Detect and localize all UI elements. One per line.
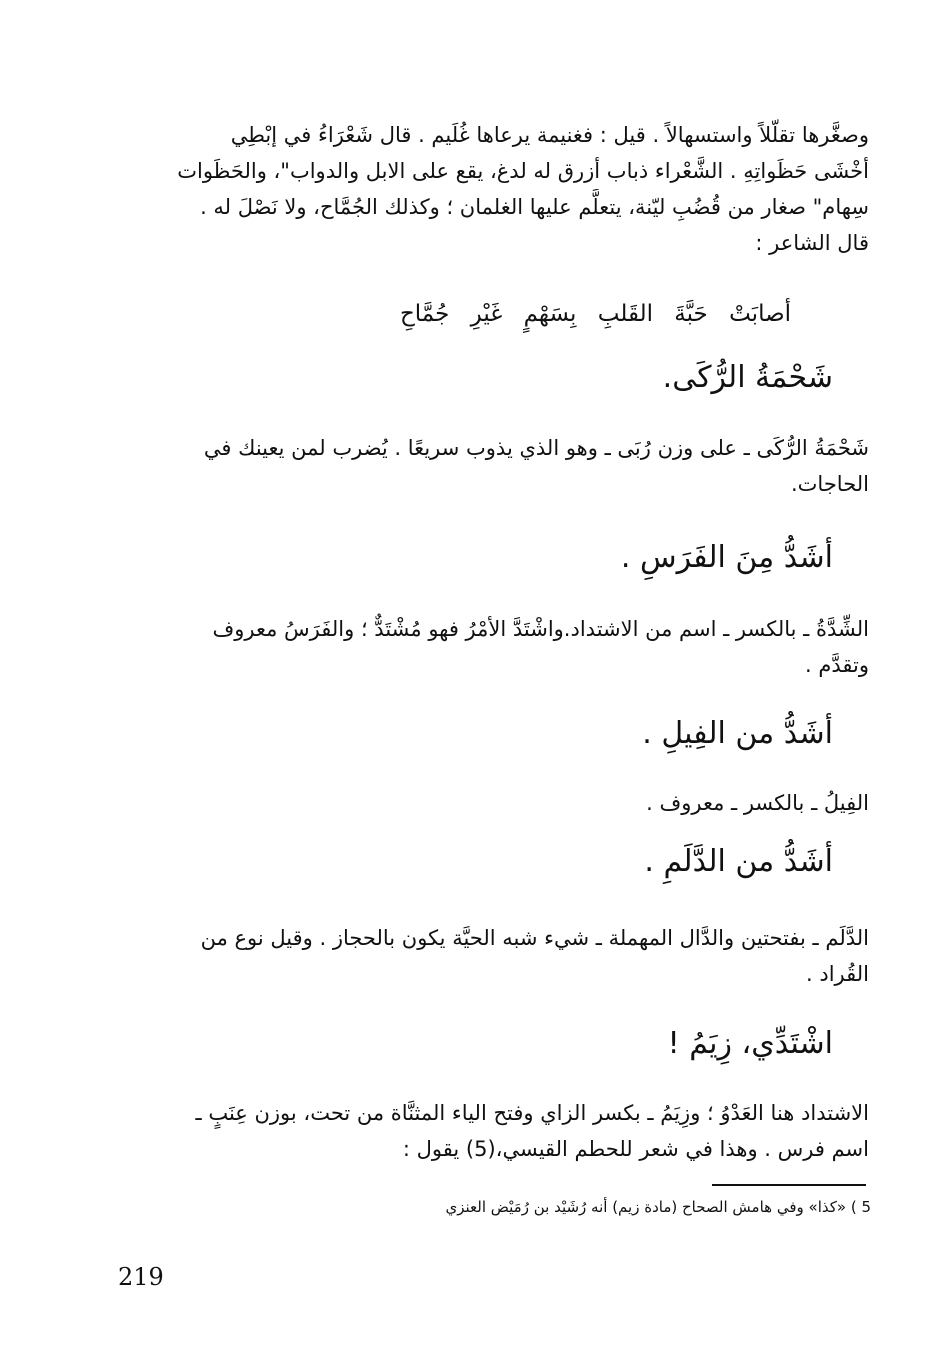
text-line: أخْشَى حَظَواتِهِ . الشَّعْراء ذباب أزرق له لدغ، يقع على الابل والدواب"، والحَظَوات	[177, 159, 869, 183]
proverb-heading: اشْتَدِّي، زِيَمُ !	[667, 1026, 833, 1061]
text-line: سِهام" صغار من قُضُبِ ليّنة، يتعلَّم عليها الغلمان ؛ وكذلك الجُمَّاح، ولا نَصْلَ له .	[200, 195, 869, 219]
footnote: 5 ) «كذا» وفي هامش الصحاح (مادة زيم) أنه رُشَيْد بن رُمَيْض العنزي	[445, 1198, 871, 1216]
paragraph-shahma	[117, 430, 869, 502]
text-line: الفِيلُ ـ بالكسر ـ معروف .	[646, 791, 869, 815]
page-number: 219	[118, 1263, 164, 1291]
text-line: الحاجات.	[790, 472, 869, 496]
proverb-heading: أشَدُّ من الفِيلِ .	[642, 716, 833, 751]
paragraph-faras	[117, 611, 869, 683]
proverb-heading: أشَدُّ من الدَّلَمِ .	[644, 844, 833, 879]
proverb-heading: أشَدُّ مِنَ الفَرَسِ .	[620, 540, 833, 575]
footnote-divider	[712, 1184, 866, 1186]
paragraph-zeyam	[117, 1095, 869, 1167]
paragraph-dalam	[117, 920, 869, 992]
text-line: قال الشاعر :	[755, 231, 869, 255]
text-line: وصغَّرها تقلّلاً واستسهالاً . قيل : فغنيمة يرعاها غُلَيم . قال شَعْرَاءُ في إبْطِي	[230, 123, 869, 147]
text-line: وتقدَّم .	[805, 653, 869, 677]
paragraph-shaara	[117, 117, 869, 261]
paragraph-fil	[117, 785, 869, 821]
poem-verse: أصابَتْ حَبَّةَ القَلبِ بِسَهْمٍ غَيْرِ جُمَّاحِ	[399, 301, 791, 327]
text-line: اسم فرس . وهذا في شعر للحطم القيسي،(5) يقول :	[402, 1137, 869, 1161]
text-line: شَحْمَةُ الرُّكَى ـ على وزن رُبَى ـ وهو الذي يذوب سريعًا . يُضرب لمن يعينك في	[203, 436, 869, 460]
text-line: القُراد .	[806, 962, 869, 986]
proverb-heading: شَحْمَةُ الرُّكَى.	[662, 360, 833, 395]
text-line: الشِّدَّةُ ـ بالكسر ـ اسم من الاشتداد.واشْتَدَّ الأمْرُ فهو مُشْتَدٌّ ؛ والفَرَسُ معروف	[212, 617, 869, 641]
text-line: الاشتداد هنا العَدْوُ ؛ وزِيَمُ ـ بكسر الزاي وفتح الياء المثنَّاة من تحت، بوزن عِنَبٍ ـ	[195, 1101, 869, 1125]
text-line: الدَّلَم ـ بفتحتين والدَّال المهملة ـ شيء شبه الحيَّة يكون بالحجاز . وقيل نوع من	[200, 926, 869, 950]
